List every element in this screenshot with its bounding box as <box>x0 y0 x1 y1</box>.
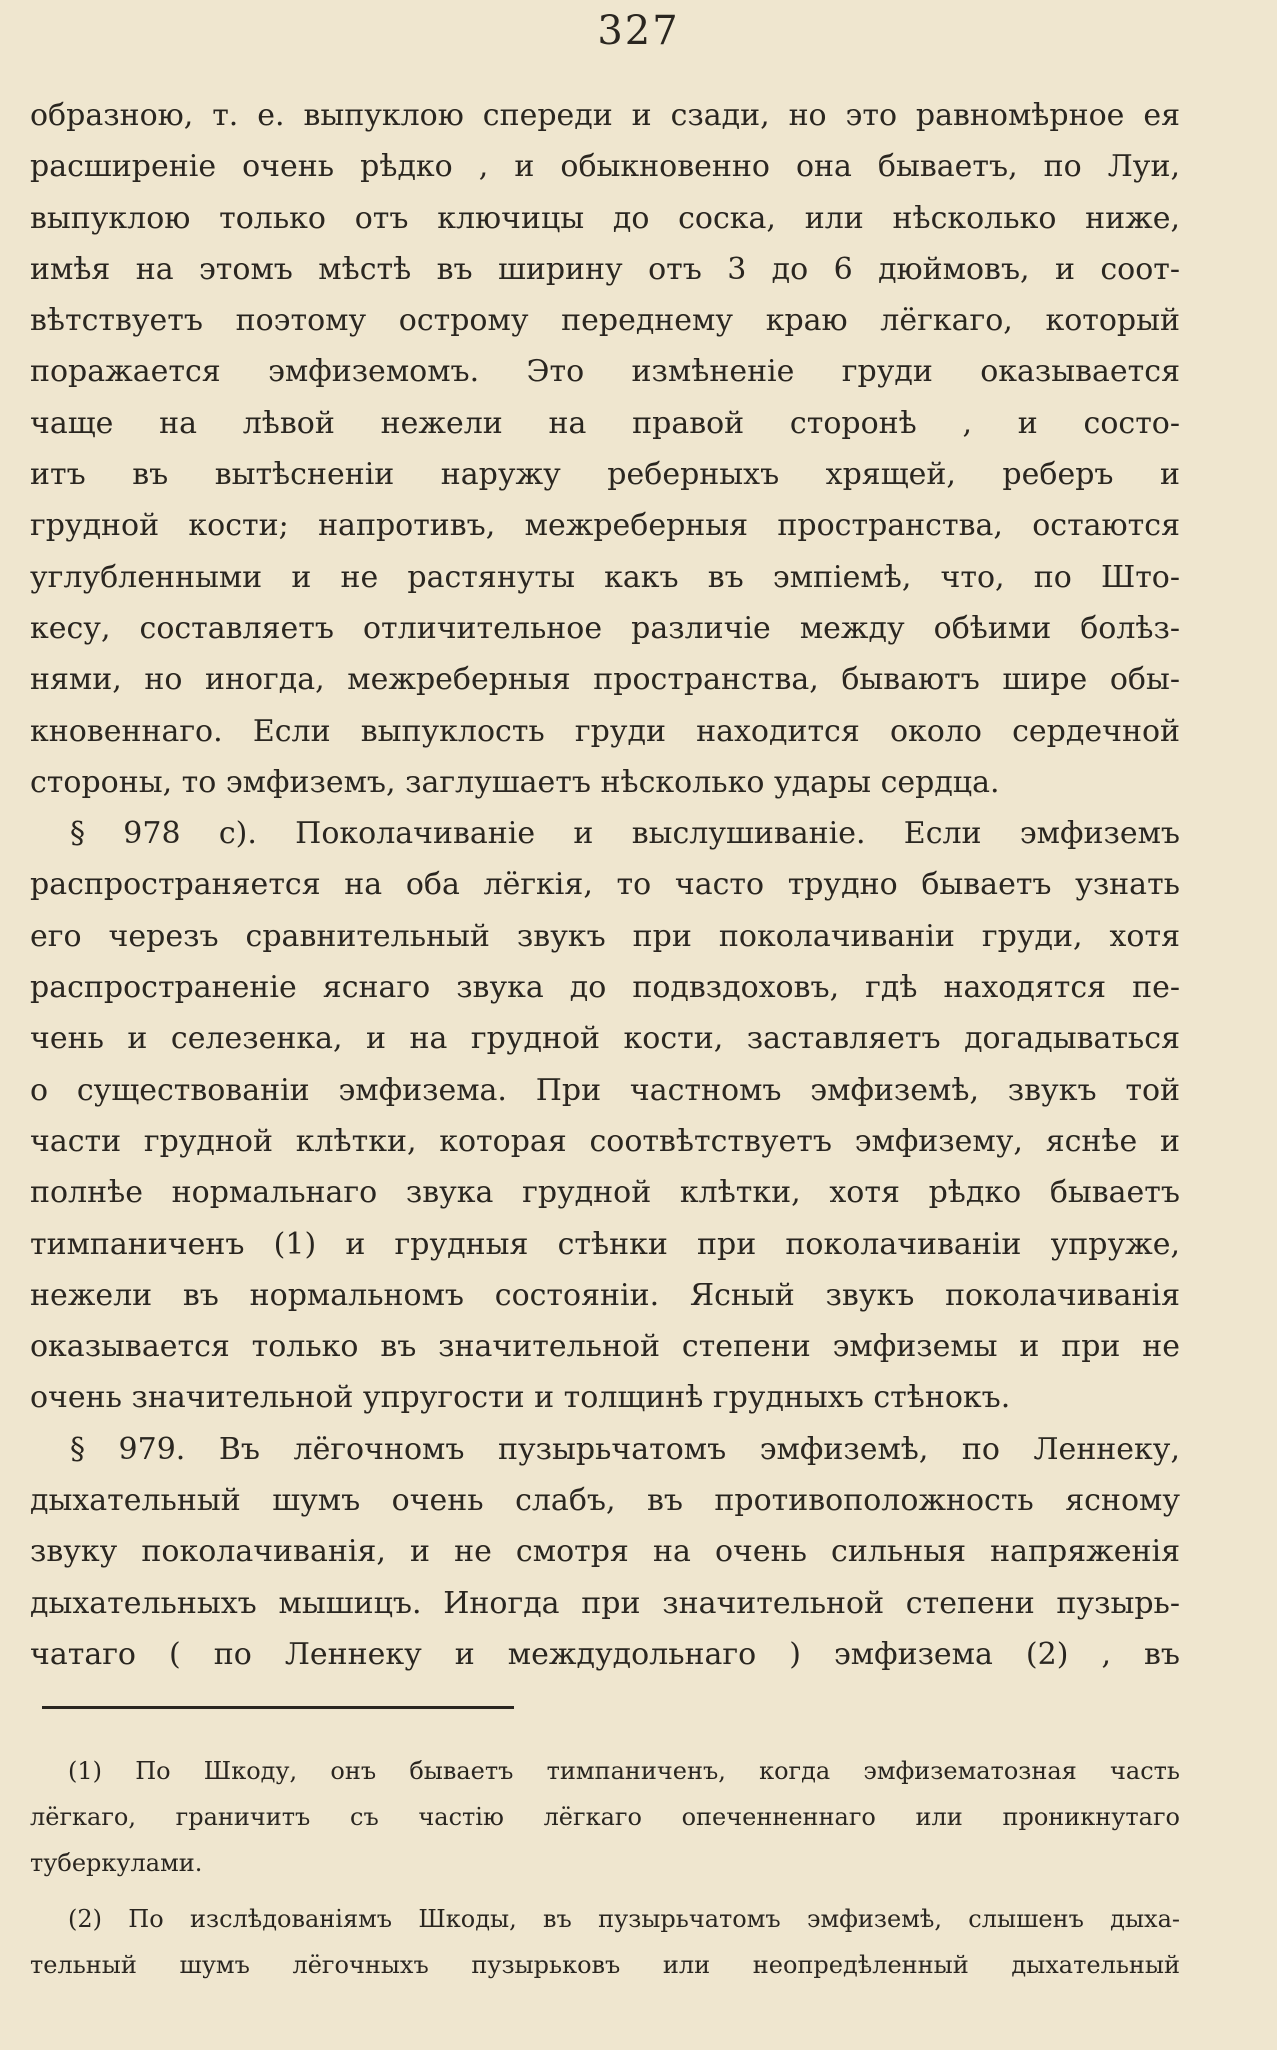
text-line: нями, но иногда, межреберныя пространства, бываютъ шире обы- <box>30 662 1180 698</box>
text-line: кновеннаго. Если выпуклость груди находится около сердечной <box>30 713 1180 749</box>
text-line: оказывается только въ значительной степени эмфиземы и при не <box>30 1329 1180 1365</box>
text-line: поражается эмфиземомъ. Это измѣненіе груди оказывается <box>30 354 1180 390</box>
body-text <box>30 90 1180 1680</box>
footnote-1-line: лёгкаго, граничитъ съ частію лёгкаго опеченненнаго или проникнутаго <box>30 1803 1180 1831</box>
footnote-2-line: (2) По изслѣдованіямъ Шкоды, въ пузырьчатомъ эмфиземѣ, слышенъ дыха- <box>68 1905 1180 1933</box>
text-line: звуку поколачиванія, и не смотря на очень сильныя напряженія <box>30 1534 1180 1570</box>
text-line: стороны, то эмфиземъ, заглушаетъ нѣсколько удары сердца. <box>30 764 1000 800</box>
section-heading-979: § 979. Въ лёгочномъ пузырьчатомъ эмфиземѣ, по Леннеку, <box>70 1431 1180 1467</box>
footnote-divider <box>42 1706 514 1709</box>
text-line: части грудной клѣтки, которая соотвѣтствуетъ эмфизему, яснѣе и <box>30 1123 1180 1159</box>
text-line: его черезъ сравнительный звукъ при поколачиваніи груди, хотя <box>30 918 1180 954</box>
text-line: кесу, составляетъ отличительное различіе между обѣими болѣз- <box>30 610 1180 646</box>
text-line: распространеніе яснаго звука до подвздоховъ, гдѣ находятся пе- <box>30 970 1180 1006</box>
text-line: вѣтствуетъ поэтому острому переднему краю лёгкаго, который <box>30 303 1180 339</box>
text-line: распространяется на оба лёгкія, то часто трудно бываетъ узнать <box>30 867 1180 903</box>
text-line: итъ въ вытѣсненіи наружу реберныхъ хрящей, реберъ и <box>30 457 1180 493</box>
footnote-2-line: тельный шумъ лёгочныхъ пузырьковъ или неопредѣленный дыхательный <box>30 1951 1180 1979</box>
text-line: углубленными и не растянуты какъ въ эмпіемѣ, что, по Што- <box>30 559 1180 595</box>
text-line: образною, т. е. выпуклою спереди и сзади, но это равномѣрное ея <box>30 98 1180 133</box>
footnote-1-line: (1) По Шкоду, онъ бываетъ тимпаниченъ, когда эмфизематозная часть <box>68 1757 1180 1785</box>
text-line: чаще на лѣвой нежели на правой сторонѣ , и состо- <box>30 405 1180 441</box>
text-line: тимпаниченъ (1) и грудныя стѣнки при поколачиваніи упруже, <box>30 1226 1180 1262</box>
footnote-1-line: туберкулами. <box>30 1849 203 1877</box>
text-line: очень значительной упругости и толщинѣ грудныхъ стѣнокъ. <box>30 1380 1011 1416</box>
text-line: чатаго ( по Леннеку и междудольнаго ) эмфизема (2) , въ <box>30 1636 1180 1672</box>
section-heading-978c: § 978 c). Поколачиваніе и выслушиваніе. Если эмфиземъ <box>70 816 1180 852</box>
footnotes <box>30 1748 1180 1988</box>
text-line: расширеніе очень рѣдко , и обыкновенно она бываетъ, по Луи, <box>30 149 1180 185</box>
text-line: чень и селезенка, и на грудной кости, заставляетъ догадываться <box>30 1021 1180 1057</box>
page-number: 327 <box>597 8 680 54</box>
text-line: полнѣе нормальнаго звука грудной клѣтки, хотя рѣдко бываетъ <box>30 1175 1180 1211</box>
text-line: нежели въ нормальномъ состояніи. Ясный звукъ поколачиванія <box>30 1277 1180 1313</box>
text-line: имѣя на этомъ мѣстѣ въ ширину отъ 3 до 6 дюймовъ, и соот- <box>30 251 1180 287</box>
text-line: грудной кости; напротивъ, межреберныя пространства, остаются <box>30 508 1180 544</box>
text-line: выпуклою только отъ ключицы до соска, или нѣсколько ниже, <box>30 200 1180 236</box>
text-line: о существованіи эмфизема. При частномъ эмфиземѣ, звукъ той <box>30 1072 1180 1108</box>
text-line: дыхательный шумъ очень слабъ, въ противоположность ясному <box>30 1483 1180 1519</box>
text-line: дыхательныхъ мышицъ. Иногда при значительной степени пузырь- <box>30 1585 1180 1621</box>
